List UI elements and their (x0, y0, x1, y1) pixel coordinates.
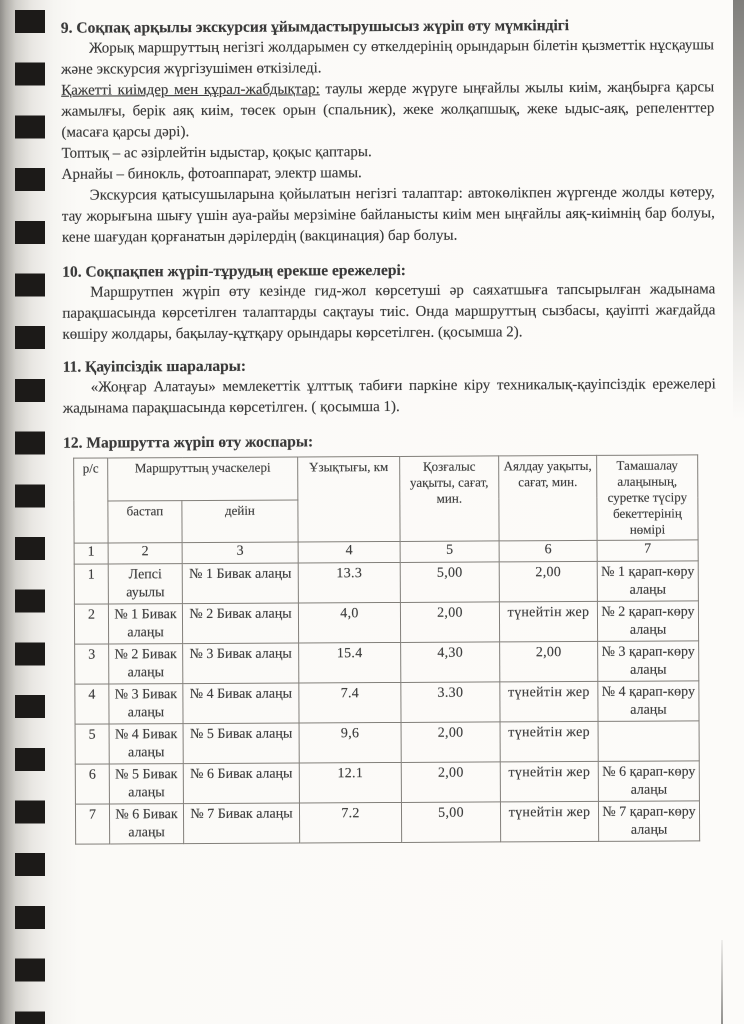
cell-row-number: 3 (75, 644, 109, 684)
cell-move-time: 2,00 (401, 762, 500, 803)
table-row (75, 801, 699, 844)
table-row (75, 761, 699, 804)
cell-row-number: 6 (75, 764, 109, 804)
cell-view-point: № 6 қарап-көру алаңы (598, 761, 699, 802)
cell-to: № 3 Бивак алаңы (183, 643, 299, 684)
subheader-from: бастап (108, 500, 182, 543)
table-row (75, 681, 699, 724)
col-number: 6 (499, 540, 597, 562)
cell-row-number: 4 (75, 684, 109, 724)
section-11-paragraph: «Жоңғар Алатауы» мемлекеттік ұлттық табиғи паркіне кіру техникалық-қауіпсіздік ережелері жадынама парақшасында көрсетілген. ( қосымша 1). (62, 376, 716, 417)
section-9-paragraph-1: Жорық маршруттың негізгі жолдарымен су өткелдерінің орындарын білетін қызметтік нұсқаушы және экскурсия жүргізушімен өткізіледі. (61, 37, 715, 78)
section-10-title: 10. Соқпақпен жүріп-тұрудың ерекше ережелері: (62, 261, 406, 281)
section-9-group-line: Топтық – ас әзірлейтін ыдыстар, қоқыс қаптары. (61, 144, 372, 162)
cell-km: 7.4 (299, 682, 401, 723)
header-row-number: р/с (74, 458, 108, 543)
cell-from: № 5 Бивак алаңы (109, 764, 183, 804)
cell-move-time: 2,00 (401, 722, 500, 763)
header-route-sections: Маршруттың учаскелері (108, 457, 298, 500)
subheader-to: дейін (182, 499, 298, 542)
document-content (61, 14, 718, 844)
cell-view-point (598, 721, 699, 762)
header-stop-time: Аялдау уақыты, сағат, мин. (499, 455, 597, 541)
table-row (74, 561, 698, 604)
cell-view-point: № 1 қарап-көру алаңы (597, 561, 698, 602)
section-9-paragraph-2: Экскурсия қатысушыларына қойылатын негізгі талаптар: автокөлікпен жүргенде жолды көтеру, тау жорығына шығу үшін ауа-райы мерзіміне байланысты киім мен ыңғайлы аяқ-киімнің бар болуы, кене шағудан қорғанатын дәрілердің (вакцинация) бар болуы. (61, 184, 715, 246)
cell-move-time: 4,30 (401, 642, 500, 683)
header-viewing-point: Тамашалау алаңының, суретке түсіру бекеттерінің нөмірі (597, 455, 698, 541)
col-number: 1 (74, 543, 108, 564)
cell-km: 4,0 (298, 602, 400, 643)
cell-km: 12.1 (299, 762, 401, 803)
scan-edge-shadow-right (733, 0, 744, 420)
cell-row-number: 5 (75, 724, 109, 764)
section-9-title: 9. Соқпақ арқылы экскурсия ұйымдастырушысыз жүріп өту мүмкіндігі (60, 17, 570, 37)
cell-view-point: № 4 қарап-көру алаңы (598, 681, 699, 722)
header-move-time: Қозғалыс уақыты, сағат, мин. (400, 456, 499, 542)
cell-stop-time: 2,00 (499, 561, 597, 602)
cell-from: № 4 Бивак алаңы (109, 724, 183, 764)
route-plan-table (73, 454, 700, 844)
cell-to: № 4 Бивак алаңы (183, 683, 299, 724)
col-number: 4 (298, 541, 400, 563)
cell-row-number: 7 (75, 804, 109, 844)
cell-view-point: № 2 қарап-көру алаңы (597, 601, 698, 642)
section-10-paragraph: Маршрутпен жүріп өту кезінде гид-жол көрсетуші әр саяхатшыға тапсырылған жадынама парақшасында көрсетілген талаптарды сақтауы тиіс. Онда маршруттың сызбасы, қауіпті жағдайда көшіру жолдары, бақылау-құтқару орындары көрсетілген. (қосымша 2). (62, 281, 716, 343)
spiral-binding-holes (15, 10, 45, 1024)
cell-from: № 6 Бивак алаңы (109, 804, 183, 844)
table-header-row (74, 455, 698, 501)
cell-row-number: 2 (74, 604, 108, 644)
cell-stop-time: түнейтін жер (500, 761, 598, 802)
table-row (75, 641, 699, 684)
cell-stop-time: түнейтін жер (500, 681, 598, 722)
section-9-special-line: Арнайы – бинокль, фотоаппарат, электр шамы. (61, 165, 362, 183)
cell-km: 7.2 (299, 802, 401, 843)
cell-to: № 6 Бивак алаңы (183, 763, 299, 804)
cell-stop-time: түнейтін жер (500, 801, 598, 842)
cell-stop-time: 2,00 (500, 641, 598, 682)
cell-from: Лепсі ауылы (108, 564, 182, 604)
table-row (74, 601, 698, 644)
section-12-title: 12. Маршрутта жүріп өту жоспары: (63, 433, 314, 452)
cell-from: № 2 Бивак алаңы (109, 644, 183, 684)
cell-to: № 5 Бивак алаңы (183, 723, 299, 764)
col-number: 7 (597, 540, 698, 562)
cell-km: 13.3 (298, 562, 400, 603)
cell-to: № 7 Бивак алаңы (183, 803, 299, 844)
cell-move-time: 2,00 (400, 602, 499, 643)
cell-move-time: 5,00 (401, 802, 500, 843)
col-number: 2 (108, 543, 182, 564)
gear-label-underlined: Қажетті киімдер мен құрал-жабдықтар: (61, 81, 320, 99)
col-number: 5 (400, 541, 499, 563)
cell-stop-time: түнейтін жер (499, 601, 597, 642)
section-9-gear-paragraph (61, 77, 714, 143)
gear-text: таулы жерде жүруге ыңғайлы жылы киім, жаңбырға қарсы жамылғы, берік аяқ киім, төсек орын (спальник), жеке жолқапшық, жеке ыдыс-аяқ, репеленттер (масаға қарсы дәрі). (61, 79, 715, 141)
cell-km: 9,6 (299, 722, 401, 763)
cell-move-time: 5,00 (400, 562, 499, 603)
cell-km: 15.4 (299, 642, 401, 683)
table-row (75, 721, 699, 764)
section-11-title: 11. Қауіпсіздік шаралары: (62, 357, 247, 376)
col-number: 3 (182, 542, 298, 564)
cell-to: № 1 Бивак алаңы (182, 563, 298, 604)
header-length-km: Ұзықтығы, км (298, 456, 400, 542)
cell-stop-time: түнейтін жер (500, 721, 598, 762)
cell-to: № 2 Бивак алаңы (182, 603, 298, 644)
scan-edge-line-bottom-right (721, 940, 723, 1024)
cell-view-point: № 3 қарап-көру алаңы (598, 641, 699, 682)
cell-view-point: № 7 қарап-көру алаңы (598, 801, 699, 842)
cell-from: № 1 Бивак алаңы (108, 604, 182, 644)
cell-from: № 3 Бивак алаңы (109, 684, 183, 724)
cell-row-number: 1 (74, 564, 108, 604)
cell-move-time: 3.30 (401, 682, 500, 723)
